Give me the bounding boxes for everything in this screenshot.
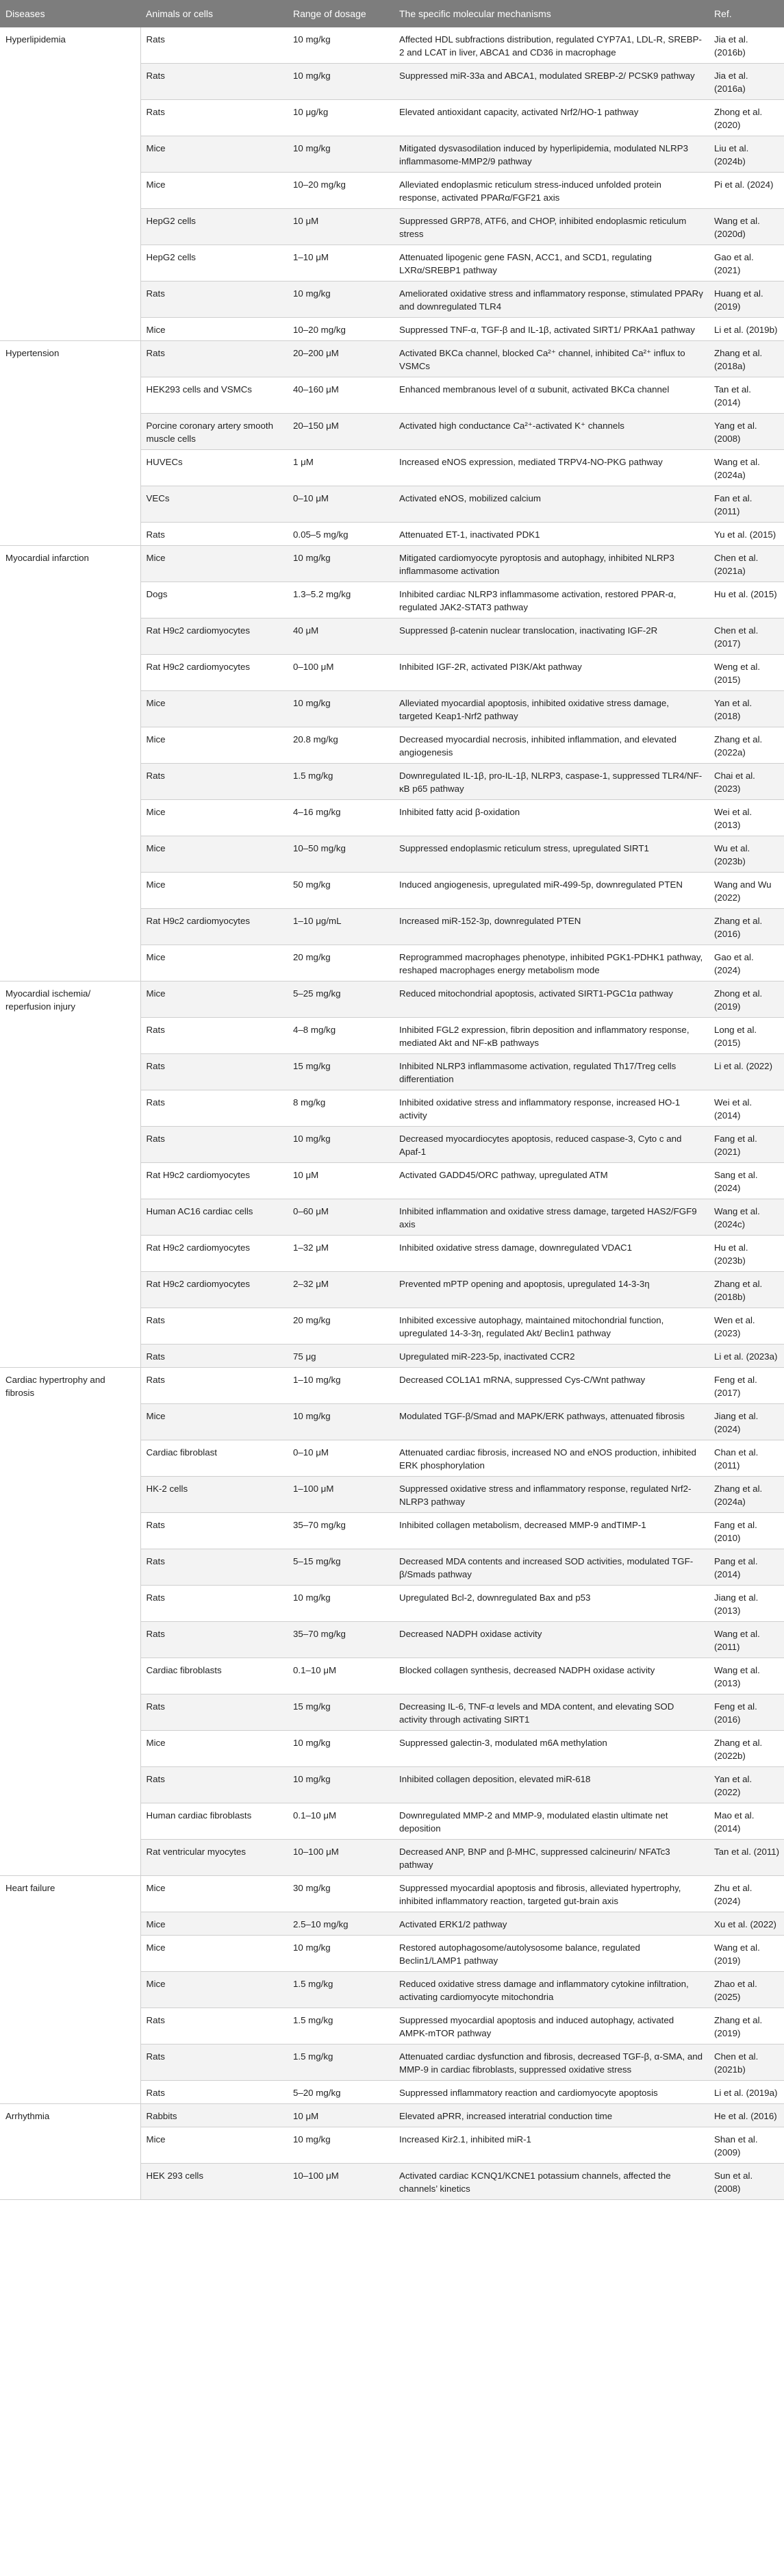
dosage-cell: 1–10 mg/kg — [288, 1368, 394, 1404]
dosage-cell: 0–10 μM — [288, 1440, 394, 1477]
reference-cell: Sang et al. (2024) — [709, 1163, 784, 1199]
animals-or-cells-cell: Rats — [140, 2008, 288, 2044]
mechanism-cell: Activated GADD45/ORC pathway, upregulated ATM — [394, 1163, 709, 1199]
reference-cell: Zhao et al. (2025) — [709, 1972, 784, 2008]
animals-or-cells-cell: Rat H9c2 cardiomyocytes — [140, 618, 288, 655]
mechanism-cell: Suppressed myocardial apoptosis and induced autophagy, activated AMPK-mTOR pathway — [394, 2008, 709, 2044]
animals-or-cells-cell: Mice — [140, 800, 288, 836]
disease-cell: Heart failure — [0, 1876, 140, 2104]
animals-or-cells-cell: Rats — [140, 1090, 288, 1127]
mechanism-cell: Enhanced membranous level of α subunit, activated BKCa channel — [394, 377, 709, 414]
mechanism-cell: Suppressed β-catenin nuclear translocation, inactivating IGF-2R — [394, 618, 709, 655]
reference-cell: Zhang et al. (2022a) — [709, 727, 784, 764]
reference-cell: Wu et al. (2023b) — [709, 836, 784, 873]
mechanism-cell: Suppressed miR-33a and ABCA1, modulated SREBP-2/ PCSK9 pathway — [394, 64, 709, 100]
dosage-cell: 5–15 mg/kg — [288, 1549, 394, 1586]
mechanism-cell: Suppressed TNF-α, TGF-β and IL-1β, activated SIRT1/ PRKAa1 pathway — [394, 318, 709, 341]
mechanism-cell: Mitigated dysvasodilation induced by hyperlipidemia, modulated NLRP3 inflammasome-MMP2/9 pathway — [394, 136, 709, 173]
reference-cell: Wang et al. (2020d) — [709, 209, 784, 245]
animals-or-cells-cell: Mice — [140, 318, 288, 341]
reference-cell: Fang et al. (2010) — [709, 1513, 784, 1549]
disease-cell: Hypertension — [0, 341, 140, 546]
dosage-cell: 5–25 mg/kg — [288, 981, 394, 1018]
dosage-cell: 40 μM — [288, 618, 394, 655]
table-row — [0, 546, 784, 582]
mechanism-cell: Mitigated cardiomyocyte pyroptosis and autophagy, inhibited NLRP3 inflammasome activation — [394, 546, 709, 582]
mechanism-cell: Decreased ANP, BNP and β-MHC, suppressed calcineurin/ NFATc3 pathway — [394, 1840, 709, 1876]
dosage-cell: 1.5 mg/kg — [288, 2044, 394, 2081]
mechanism-cell: Inhibited IGF-2R, activated PI3K/Akt pathway — [394, 655, 709, 691]
dosage-cell: 10 mg/kg — [288, 1127, 394, 1163]
animals-or-cells-cell: Rats — [140, 2044, 288, 2081]
dosage-cell: 0.1–10 μM — [288, 1803, 394, 1840]
dosage-cell: 10 mg/kg — [288, 27, 394, 64]
dosage-cell: 1–10 μg/mL — [288, 909, 394, 945]
dosage-cell: 75 μg — [288, 1345, 394, 1368]
table-row — [0, 1368, 784, 1404]
animals-or-cells-cell: Rats — [140, 523, 288, 546]
reference-cell: Wang et al. (2011) — [709, 1622, 784, 1658]
reference-cell: Wen et al. (2023) — [709, 1308, 784, 1345]
dosage-cell: 20–150 μM — [288, 414, 394, 450]
animals-or-cells-cell: Mice — [140, 873, 288, 909]
table-row — [0, 981, 784, 1018]
table-row — [0, 27, 784, 64]
animals-or-cells-cell: Rats — [140, 64, 288, 100]
dosage-cell: 10–20 mg/kg — [288, 318, 394, 341]
mechanism-cell: Elevated antioxidant capacity, activated Nrf2/HO-1 pathway — [394, 100, 709, 136]
reference-cell: Wei et al. (2013) — [709, 800, 784, 836]
dosage-cell: 4–8 mg/kg — [288, 1018, 394, 1054]
dosage-cell: 0–60 μM — [288, 1199, 394, 1236]
animals-or-cells-cell: Rat H9c2 cardiomyocytes — [140, 655, 288, 691]
mechanism-cell: Prevented mPTP opening and apoptosis, upregulated 14-3-3η — [394, 1272, 709, 1308]
reference-cell: Li et al. (2019b) — [709, 318, 784, 341]
animals-or-cells-cell: Rats — [140, 282, 288, 318]
disease-cell: Hyperlipidemia — [0, 27, 140, 341]
animals-or-cells-cell: Rats — [140, 1549, 288, 1586]
mechanism-cell: Activated cardiac KCNQ1/KCNE1 potassium channels, affected the channels’ kinetics — [394, 2164, 709, 2200]
animals-or-cells-cell: Mice — [140, 1876, 288, 1912]
reference-cell: Shan et al. (2009) — [709, 2127, 784, 2164]
dosage-cell: 5–20 mg/kg — [288, 2081, 394, 2104]
dosage-cell: 40–160 μM — [288, 377, 394, 414]
dosage-cell: 15 mg/kg — [288, 1054, 394, 1090]
reference-cell: Weng et al. (2015) — [709, 655, 784, 691]
animals-or-cells-cell: Rats — [140, 1127, 288, 1163]
dosage-cell: 10 mg/kg — [288, 2127, 394, 2164]
dosage-cell: 0–100 μM — [288, 655, 394, 691]
reference-cell: Zhong et al. (2019) — [709, 981, 784, 1018]
mechanism-cell: Decreased MDA contents and increased SOD activities, modulated TGF-β/Smads pathway — [394, 1549, 709, 1586]
animals-or-cells-cell: Rats — [140, 1345, 288, 1368]
mechanism-cell: Suppressed GRP78, ATF6, and CHOP, inhibited endoplasmic reticulum stress — [394, 209, 709, 245]
mechanism-cell: Decreased myocardial necrosis, inhibited inflammation, and elevated angiogenesis — [394, 727, 709, 764]
dosage-cell: 10 mg/kg — [288, 136, 394, 173]
animals-or-cells-cell: HEK293 cells and VSMCs — [140, 377, 288, 414]
table-row — [0, 341, 784, 377]
animals-or-cells-cell: Porcine coronary artery smooth muscle cells — [140, 414, 288, 450]
animals-or-cells-cell: HK-2 cells — [140, 1477, 288, 1513]
reference-cell: Jiang et al. (2013) — [709, 1586, 784, 1622]
mechanism-cell: Inhibited cardiac NLRP3 inflammasome activation, restored PPAR-α, regulated JAK2-STAT3 pathway — [394, 582, 709, 618]
mechanism-cell: Reprogrammed macrophages phenotype, inhibited PGK1-PDHK1 pathway, reshaped macrophages energy metabolism mode — [394, 945, 709, 981]
mechanism-cell: Inhibited oxidative stress damage, downregulated VDAC1 — [394, 1236, 709, 1272]
reference-cell: Zhang et al. (2018b) — [709, 1272, 784, 1308]
dosage-cell: 10 mg/kg — [288, 1586, 394, 1622]
table-row — [0, 1876, 784, 1912]
dosage-cell: 20–200 μM — [288, 341, 394, 377]
mechanism-cell: Attenuated ET-1, inactivated PDK1 — [394, 523, 709, 546]
disease-cell: Myocardial ischemia/ reperfusion injury — [0, 981, 140, 1368]
mechanism-cell: Induced angiogenesis, upregulated miR-499-5p, downregulated PTEN — [394, 873, 709, 909]
dosage-cell: 10 μg/kg — [288, 100, 394, 136]
reference-cell: Li et al. (2019a) — [709, 2081, 784, 2104]
dosage-cell: 10 mg/kg — [288, 1404, 394, 1440]
reference-cell: Yan et al. (2022) — [709, 1767, 784, 1803]
mechanism-cell: Modulated TGF-β/Smad and MAPK/ERK pathways, attenuated fibrosis — [394, 1404, 709, 1440]
mechanism-cell: Inhibited collagen deposition, elevated miR-618 — [394, 1767, 709, 1803]
reference-cell: Hu et al. (2023b) — [709, 1236, 784, 1272]
table-row — [0, 2104, 784, 2127]
dosage-cell: 1.5 mg/kg — [288, 1972, 394, 2008]
dosage-cell: 1.5 mg/kg — [288, 764, 394, 800]
dosage-cell: 10–20 mg/kg — [288, 173, 394, 209]
mechanism-cell: Ameliorated oxidative stress and inflammatory response, stimulated PPARγ and downregulated TLR4 — [394, 282, 709, 318]
dosage-cell: 10 mg/kg — [288, 546, 394, 582]
mechanism-cell: Attenuated cardiac dysfunction and fibrosis, decreased TGF-β, α-SMA, and MMP-9 in cardiac fibroblasts, suppressed oxidative stress — [394, 2044, 709, 2081]
animals-or-cells-cell: Rat H9c2 cardiomyocytes — [140, 1272, 288, 1308]
animals-or-cells-cell: Rats — [140, 100, 288, 136]
dosage-cell: 10 mg/kg — [288, 1936, 394, 1972]
reference-cell: Tan et al. (2011) — [709, 1840, 784, 1876]
animals-or-cells-cell: VECs — [140, 486, 288, 523]
reference-cell: Wang and Wu (2022) — [709, 873, 784, 909]
reference-cell: Gao et al. (2024) — [709, 945, 784, 981]
header-range-of-dosage: Range of dosage — [288, 0, 394, 27]
animals-or-cells-cell: Rats — [140, 1622, 288, 1658]
mechanism-cell: Suppressed galectin-3, modulated m6A methylation — [394, 1731, 709, 1767]
reference-cell: Zhu et al. (2024) — [709, 1876, 784, 1912]
mechanism-cell: Activated high conductance Ca²⁺-activated K⁺ channels — [394, 414, 709, 450]
animals-or-cells-cell: Rabbits — [140, 2104, 288, 2127]
dosage-cell: 35–70 mg/kg — [288, 1513, 394, 1549]
animals-or-cells-cell: Rats — [140, 1586, 288, 1622]
animals-or-cells-cell: Mice — [140, 136, 288, 173]
mechanism-cell: Suppressed inflammatory reaction and cardiomyocyte apoptosis — [394, 2081, 709, 2104]
reference-cell: Zhong et al. (2020) — [709, 100, 784, 136]
dosage-cell: 10 μM — [288, 1163, 394, 1199]
mechanism-cell: Blocked collagen synthesis, decreased NADPH oxidase activity — [394, 1658, 709, 1695]
dosage-cell: 10 μM — [288, 209, 394, 245]
mechanism-cell: Inhibited excessive autophagy, maintained mitochondrial function, upregulated 14-3-3η, regulated Akt/ Beclin1 pathway — [394, 1308, 709, 1345]
mechanism-cell: Elevated aPRR, increased interatrial conduction time — [394, 2104, 709, 2127]
reference-cell: Li et al. (2023a) — [709, 1345, 784, 1368]
animals-or-cells-cell: Rats — [140, 1308, 288, 1345]
animals-or-cells-cell: Rat H9c2 cardiomyocytes — [140, 1163, 288, 1199]
reference-cell: Wang et al. (2024a) — [709, 450, 784, 486]
animals-or-cells-cell: HUVECs — [140, 450, 288, 486]
reference-cell: Hu et al. (2015) — [709, 582, 784, 618]
dosage-cell: 10 mg/kg — [288, 1731, 394, 1767]
animals-or-cells-cell: Dogs — [140, 582, 288, 618]
dosage-cell: 1–100 μM — [288, 1477, 394, 1513]
animals-or-cells-cell: Human AC16 cardiac cells — [140, 1199, 288, 1236]
reference-cell: Feng et al. (2016) — [709, 1695, 784, 1731]
mechanism-cell: Inhibited FGL2 expression, fibrin deposition and inflammatory response, mediated Akt and NF-κB pathways — [394, 1018, 709, 1054]
reference-cell: Zhang et al. (2019) — [709, 2008, 784, 2044]
mechanism-cell: Affected HDL subfractions distribution, regulated CYP7A1, LDL-R, SREBP-2 and LCAT in liver, ABCA1 and CD36 in macrophage — [394, 27, 709, 64]
dosage-cell: 1 μM — [288, 450, 394, 486]
mechanism-cell: Increased miR-152-3p, downregulated PTEN — [394, 909, 709, 945]
animals-or-cells-cell: Mice — [140, 1912, 288, 1936]
animals-or-cells-cell: Rats — [140, 1513, 288, 1549]
animals-or-cells-cell: Rat H9c2 cardiomyocytes — [140, 1236, 288, 1272]
animals-or-cells-cell: Rats — [140, 27, 288, 64]
disease-cell: Cardiac hypertrophy and fibrosis — [0, 1368, 140, 1876]
animals-or-cells-cell: Rats — [140, 1368, 288, 1404]
reference-cell: Chen et al. (2021a) — [709, 546, 784, 582]
dosage-cell: 15 mg/kg — [288, 1695, 394, 1731]
dosage-cell: 20 mg/kg — [288, 945, 394, 981]
dosage-cell: 0.05–5 mg/kg — [288, 523, 394, 546]
animals-or-cells-cell: HepG2 cells — [140, 209, 288, 245]
reference-cell: Yan et al. (2018) — [709, 691, 784, 727]
animals-or-cells-cell: Mice — [140, 1972, 288, 2008]
animals-or-cells-cell: Rats — [140, 1695, 288, 1731]
table-header-row — [0, 0, 784, 27]
mechanism-cell: Suppressed oxidative stress and inflammatory response, regulated Nrf2-NLRP3 pathway — [394, 1477, 709, 1513]
dosage-cell: 50 mg/kg — [288, 873, 394, 909]
header-molecular-mechanisms: The specific molecular mechanisms — [394, 0, 709, 27]
mechanism-cell: Reduced mitochondrial apoptosis, activated SIRT1-PGC1α pathway — [394, 981, 709, 1018]
mechanism-cell: Inhibited fatty acid β-oxidation — [394, 800, 709, 836]
mechanism-cell: Alleviated endoplasmic reticulum stress-induced unfolded protein response, activated PPARα/FGF21 axis — [394, 173, 709, 209]
reference-cell: Zhang et al. (2018a) — [709, 341, 784, 377]
animals-or-cells-cell: Mice — [140, 1731, 288, 1767]
mechanism-cell: Decreasing IL-6, TNF-α levels and MDA content, and elevating SOD activity through activating SIRT1 — [394, 1695, 709, 1731]
animals-or-cells-cell: Rat H9c2 cardiomyocytes — [140, 909, 288, 945]
reference-cell: Xu et al. (2022) — [709, 1912, 784, 1936]
dosage-cell: 20 mg/kg — [288, 1308, 394, 1345]
dosage-cell: 1–32 μM — [288, 1236, 394, 1272]
mechanism-cell: Downregulated MMP-2 and MMP-9, modulated elastin ultimate net deposition — [394, 1803, 709, 1840]
mechanism-cell: Decreased COL1A1 mRNA, suppressed Cys-C/Wnt pathway — [394, 1368, 709, 1404]
reference-cell: Jia et al. (2016b) — [709, 27, 784, 64]
animals-or-cells-cell: Human cardiac fibroblasts — [140, 1803, 288, 1840]
mechanism-cell: Attenuated cardiac fibrosis, increased NO and eNOS production, inhibited ERK phosphorylation — [394, 1440, 709, 1477]
reference-cell: Chen et al. (2021b) — [709, 2044, 784, 2081]
disease-cell: Arrhythmia — [0, 2104, 140, 2200]
dosage-cell: 2–32 μM — [288, 1272, 394, 1308]
dosage-cell: 4–16 mg/kg — [288, 800, 394, 836]
animals-or-cells-cell: HEK 293 cells — [140, 2164, 288, 2200]
dosage-cell: 10 mg/kg — [288, 1767, 394, 1803]
reference-cell: Fan et al. (2011) — [709, 486, 784, 523]
mechanism-cell: Suppressed endoplasmic reticulum stress, upregulated SIRT1 — [394, 836, 709, 873]
reference-cell: Chen et al. (2017) — [709, 618, 784, 655]
reference-cell: Huang et al. (2019) — [709, 282, 784, 318]
dosage-cell: 10–100 μM — [288, 1840, 394, 1876]
mechanism-cell: Activated ERK1/2 pathway — [394, 1912, 709, 1936]
mechanism-cell: Inhibited inflammation and oxidative stress damage, targeted HAS2/FGF9 axis — [394, 1199, 709, 1236]
dosage-cell: 10 mg/kg — [288, 64, 394, 100]
animals-or-cells-cell: Rat ventricular myocytes — [140, 1840, 288, 1876]
mechanism-cell: Attenuated lipogenic gene FASN, ACC1, and SCD1, regulating LXRα/SREBP1 pathway — [394, 245, 709, 282]
reference-cell: Sun et al. (2008) — [709, 2164, 784, 2200]
mechanism-cell: Upregulated miR-223-5p, inactivated CCR2 — [394, 1345, 709, 1368]
mechanism-cell: Increased eNOS expression, mediated TRPV4-NO-PKG pathway — [394, 450, 709, 486]
reference-cell: Long et al. (2015) — [709, 1018, 784, 1054]
reference-cell: Zhang et al. (2022b) — [709, 1731, 784, 1767]
animals-or-cells-cell: Mice — [140, 546, 288, 582]
reference-cell: Jia et al. (2016a) — [709, 64, 784, 100]
dosage-cell: 1.3–5.2 mg/kg — [288, 582, 394, 618]
animals-or-cells-cell: HepG2 cells — [140, 245, 288, 282]
reference-cell: Zhang et al. (2016) — [709, 909, 784, 945]
mechanism-cell: Downregulated IL-1β, pro-IL-1β, NLRP3, caspase-1, suppressed TLR4/NF-κB p65 pathway — [394, 764, 709, 800]
reference-cell: Fang et al. (2021) — [709, 1127, 784, 1163]
mechanism-cell: Activated BKCa channel, blocked Ca²⁺ channel, inhibited Ca²⁺ influx to VSMCs — [394, 341, 709, 377]
reference-cell: Wang et al. (2013) — [709, 1658, 784, 1695]
reference-cell: Wei et al. (2014) — [709, 1090, 784, 1127]
reference-cell: Zhang et al. (2024a) — [709, 1477, 784, 1513]
reference-cell: Wang et al. (2019) — [709, 1936, 784, 1972]
animals-or-cells-cell: Mice — [140, 173, 288, 209]
dosage-cell: 20.8 mg/kg — [288, 727, 394, 764]
reference-cell: Pang et al. (2014) — [709, 1549, 784, 1586]
mechanism-cell: Reduced oxidative stress damage and inflammatory cytokine infiltration, activating cardiomyocyte mitochondria — [394, 1972, 709, 2008]
animals-or-cells-cell: Rats — [140, 2081, 288, 2104]
dosage-cell: 10–50 mg/kg — [288, 836, 394, 873]
reference-cell: Gao et al. (2021) — [709, 245, 784, 282]
reference-cell: Chai et al. (2023) — [709, 764, 784, 800]
reference-cell: Feng et al. (2017) — [709, 1368, 784, 1404]
dosage-cell: 0–10 μM — [288, 486, 394, 523]
reference-cell: Liu et al. (2024b) — [709, 136, 784, 173]
reference-cell: Wang et al. (2024c) — [709, 1199, 784, 1236]
mechanism-cell: Alleviated myocardial apoptosis, inhibited oxidative stress damage, targeted Keap1-Nrf2 pathway — [394, 691, 709, 727]
dosage-cell: 1–10 μM — [288, 245, 394, 282]
mechanism-cell: Inhibited oxidative stress and inflammatory response, increased HO-1 activity — [394, 1090, 709, 1127]
header-ref: Ref. — [709, 0, 784, 27]
reference-cell: Mao et al. (2014) — [709, 1803, 784, 1840]
animals-or-cells-cell: Rats — [140, 764, 288, 800]
animals-or-cells-cell: Mice — [140, 727, 288, 764]
header-animals-or-cells: Animals or cells — [140, 0, 288, 27]
reference-cell: Li et al. (2022) — [709, 1054, 784, 1090]
mechanism-cell: Restored autophagosome/autolysosome balance, regulated Beclin1/LAMP1 pathway — [394, 1936, 709, 1972]
reference-cell: Yang et al. (2008) — [709, 414, 784, 450]
dosage-cell: 35–70 mg/kg — [288, 1622, 394, 1658]
animals-or-cells-cell: Mice — [140, 1936, 288, 1972]
dosage-cell: 10 μM — [288, 2104, 394, 2127]
animals-or-cells-cell: Mice — [140, 981, 288, 1018]
mechanism-cell: Decreased myocardiocytes apoptosis, reduced caspase-3, Cyto c and Apaf-1 — [394, 1127, 709, 1163]
mechanism-cell: Increased Kir2.1, inhibited miR-1 — [394, 2127, 709, 2164]
mechanism-cell: Decreased NADPH oxidase activity — [394, 1622, 709, 1658]
animals-or-cells-cell: Rats — [140, 1767, 288, 1803]
reference-cell: Pi et al. (2024) — [709, 173, 784, 209]
mechanism-cell: Upregulated Bcl-2, downregulated Bax and p53 — [394, 1586, 709, 1622]
animals-or-cells-cell: Cardiac fibroblasts — [140, 1658, 288, 1695]
dosage-cell: 10–100 μM — [288, 2164, 394, 2200]
animals-or-cells-cell: Rats — [140, 1054, 288, 1090]
table-body — [0, 27, 784, 2200]
animals-or-cells-cell: Rats — [140, 341, 288, 377]
mechanism-cell: Suppressed myocardial apoptosis and fibrosis, alleviated hypertrophy, inhibited inflammatory reaction, targeted gut-brain axis — [394, 1876, 709, 1912]
animals-or-cells-cell: Mice — [140, 1404, 288, 1440]
dosage-cell: 1.5 mg/kg — [288, 2008, 394, 2044]
header-diseases: Diseases — [0, 0, 140, 27]
disease-cell: Myocardial infarction — [0, 546, 140, 981]
reference-cell: Chan et al. (2011) — [709, 1440, 784, 1477]
dosage-cell: 2.5–10 mg/kg — [288, 1912, 394, 1936]
reference-cell: Yu et al. (2015) — [709, 523, 784, 546]
dosage-cell: 10 mg/kg — [288, 691, 394, 727]
dosage-cell: 30 mg/kg — [288, 1876, 394, 1912]
reference-cell: Jiang et al. (2024) — [709, 1404, 784, 1440]
animals-or-cells-cell: Mice — [140, 691, 288, 727]
mechanism-cell: Activated eNOS, mobilized calcium — [394, 486, 709, 523]
reference-cell: Tan et al. (2014) — [709, 377, 784, 414]
animals-or-cells-cell: Rats — [140, 1018, 288, 1054]
mechanism-cell: Inhibited collagen metabolism, decreased MMP-9 andTIMP-1 — [394, 1513, 709, 1549]
animals-or-cells-cell: Cardiac fibroblast — [140, 1440, 288, 1477]
dosage-cell: 8 mg/kg — [288, 1090, 394, 1127]
reference-cell: He et al. (2016) — [709, 2104, 784, 2127]
animals-or-cells-cell: Mice — [140, 2127, 288, 2164]
dosage-cell: 10 mg/kg — [288, 282, 394, 318]
animals-or-cells-cell: Mice — [140, 836, 288, 873]
animals-or-cells-cell: Mice — [140, 945, 288, 981]
mechanism-cell: Inhibited NLRP3 inflammasome activation, regulated Th17/Treg cells differentiation — [394, 1054, 709, 1090]
dosage-cell: 0.1–10 μM — [288, 1658, 394, 1695]
